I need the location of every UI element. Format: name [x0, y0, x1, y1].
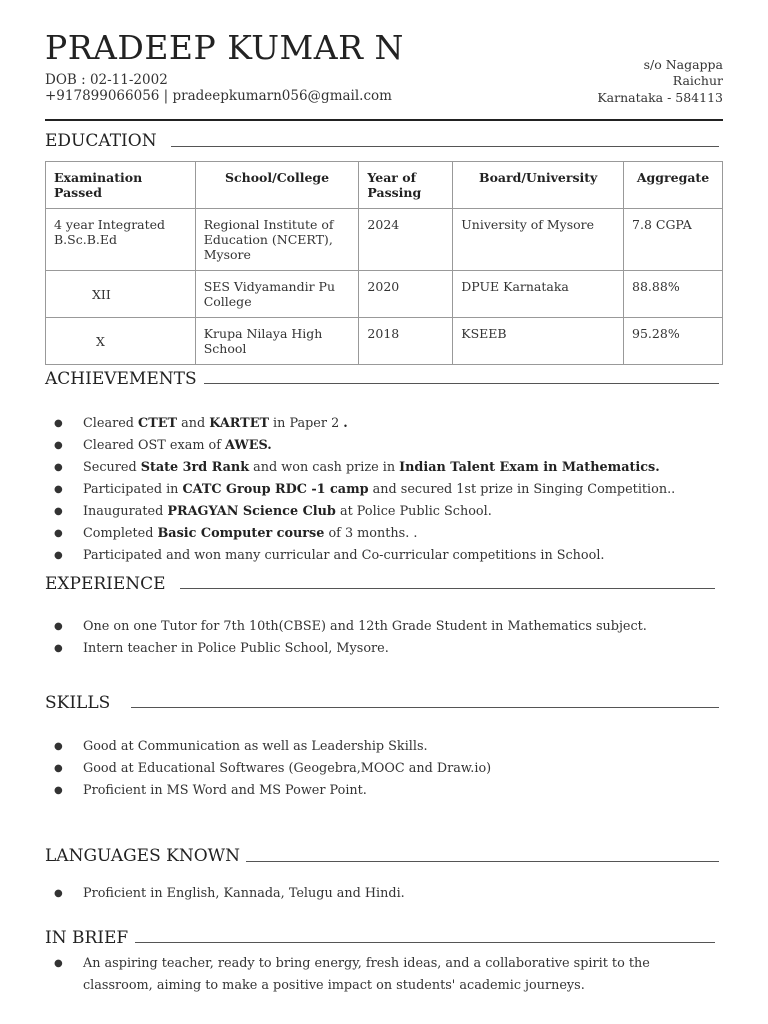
list-item-text: and won cash prize in [249, 460, 400, 475]
list-item [45, 435, 725, 457]
table-row [46, 271, 723, 318]
list-item-text: in Paper 2 [268, 416, 344, 431]
table-row [46, 209, 723, 271]
list-item-text: One on one Tutor for 7th 10th(CBSE) and 12th Grade Student in Mathematics subject. [83, 619, 647, 634]
table-header-cell: Year of Passing [359, 162, 453, 209]
list-item [45, 501, 725, 523]
table-cell: KSEEB [453, 318, 624, 365]
bullet-icon: ● [54, 440, 63, 451]
bold-text: AWES. [225, 438, 272, 453]
table-cell: 2020 [359, 271, 453, 318]
list-item-text: at Police Public School. [335, 504, 492, 519]
list-item-text: and secured 1st prize in Singing Competition.. [368, 482, 676, 497]
bold-text: Basic Computer course [157, 526, 325, 541]
bullet-icon: ● [54, 785, 63, 796]
table-cell: DPUE Karnataka [453, 271, 624, 318]
table-header-row [46, 162, 723, 209]
list-item-text: Cleared OST exam of [83, 438, 226, 453]
bullet-icon: ● [54, 958, 63, 969]
languages-list [45, 883, 725, 905]
skills-rule [131, 707, 719, 708]
bullet-icon: ● [54, 741, 63, 752]
table-cell: Krupa Nilaya High School [195, 318, 359, 365]
list-item-text: of 3 months. . [324, 526, 418, 541]
address-line-3: Karnataka - 584113 [597, 90, 723, 105]
list-item-text: and [177, 416, 210, 431]
in-brief-rule [135, 942, 715, 943]
achievements-rule [204, 383, 719, 384]
bold-text: PRAGYAN Science Club [167, 504, 336, 519]
list-item-text: Participated and won many curricular and Co-curricular competitions in School. [83, 548, 605, 563]
bullet-icon: ● [54, 763, 63, 774]
education-heading: EDUCATION [45, 131, 157, 151]
bold-text: . [343, 416, 348, 431]
list-item-text: Proficient in MS Word and MS Power Point. [83, 783, 367, 798]
table-cell: 2018 [359, 318, 453, 365]
in-brief-heading: IN BRIEF [45, 928, 129, 948]
table-cell: 4 year Integrated B.Sc.B.Ed [46, 209, 196, 271]
date-of-birth: DOB : 02-11-2002 [45, 72, 168, 88]
bullet-icon: ● [54, 643, 63, 654]
education-rule [171, 146, 719, 147]
bullet-icon: ● [54, 418, 63, 429]
bold-text: CATC Group RDC -1 camp [182, 482, 369, 497]
list-item-text: Intern teacher in Police Public School, Mysore. [83, 641, 389, 656]
achievements-heading: ACHIEVEMENTS [45, 369, 197, 389]
in-brief-list [45, 953, 685, 997]
achievements-list [45, 413, 725, 567]
table-cell: 88.88% [624, 271, 723, 318]
list-item-text: Completed [83, 526, 158, 541]
skills-heading: SKILLS [45, 693, 111, 713]
bullet-icon: ● [54, 888, 63, 899]
bold-text: State 3rd Rank [140, 460, 250, 475]
table-cell: XII [46, 271, 196, 318]
candidate-name: PRADEEP KUMAR N [45, 28, 404, 67]
list-item [45, 457, 725, 479]
list-item [45, 736, 725, 758]
table-cell: 7.8 CGPA [624, 209, 723, 271]
experience-list [45, 616, 725, 660]
experience-heading: EXPERIENCE [45, 574, 166, 594]
table-cell: SES Vidyamandir Pu College [195, 271, 359, 318]
list-item-text: Participated in [83, 482, 183, 497]
list-item-text: Proficient in English, Kannada, Telugu and Hindi. [83, 886, 405, 901]
list-item [45, 479, 725, 501]
list-item [45, 758, 725, 780]
table-header-cell: Board/University [453, 162, 624, 209]
address-line-2: Raichur [672, 73, 723, 88]
bold-text: CTET [138, 416, 178, 431]
list-item-text: Good at Communication as well as Leadership Skills. [83, 739, 428, 754]
list-item-text: An aspiring teacher, ready to bring energy, fresh ideas, and a collaborative spirit to the classroom, aiming to make a positive impact on students' academic journeys. [83, 956, 650, 993]
bold-text: Indian Talent Exam in Mathematics. [399, 460, 660, 475]
table-header-cell: Aggregate [624, 162, 723, 209]
list-item [45, 545, 725, 567]
list-item [45, 413, 725, 435]
list-item [45, 523, 725, 545]
table-cell: Regional Institute of Education (NCERT), Mysore [195, 209, 359, 271]
list-item [45, 953, 685, 997]
list-item-text: Inaugurated [83, 504, 168, 519]
phone-email: +917899066056 | pradeepkumarn056@gmail.com [45, 88, 392, 104]
table-cell: X [46, 318, 196, 365]
table-row [46, 318, 723, 365]
languages-rule [246, 861, 719, 862]
bullet-icon: ● [54, 462, 63, 473]
table-header-cell: School/College [195, 162, 359, 209]
list-item-text: Good at Educational Softwares (Geogebra,MOOC and Draw.io) [83, 761, 492, 776]
bullet-icon: ● [54, 506, 63, 517]
list-item [45, 780, 725, 802]
languages-heading: LANGUAGES KNOWN [45, 846, 241, 866]
list-item [45, 638, 725, 660]
bullet-icon: ● [54, 621, 63, 632]
education-table [45, 161, 723, 365]
list-item [45, 616, 725, 638]
list-item [45, 883, 725, 905]
table-cell: 2024 [359, 209, 453, 271]
header-divider [45, 119, 723, 121]
table-cell: University of Mysore [453, 209, 624, 271]
bold-text: KARTET [209, 416, 269, 431]
list-item-text: Cleared [83, 416, 139, 431]
table-header-cell: Examination Passed [46, 162, 196, 209]
experience-rule [180, 588, 715, 589]
table-cell: 95.28% [624, 318, 723, 365]
list-item-text: Secured [83, 460, 141, 475]
skills-list [45, 736, 725, 802]
address-line-1: s/o Nagappa [643, 57, 723, 72]
bullet-icon: ● [54, 484, 63, 495]
bullet-icon: ● [54, 528, 63, 539]
bullet-icon: ● [54, 550, 63, 561]
